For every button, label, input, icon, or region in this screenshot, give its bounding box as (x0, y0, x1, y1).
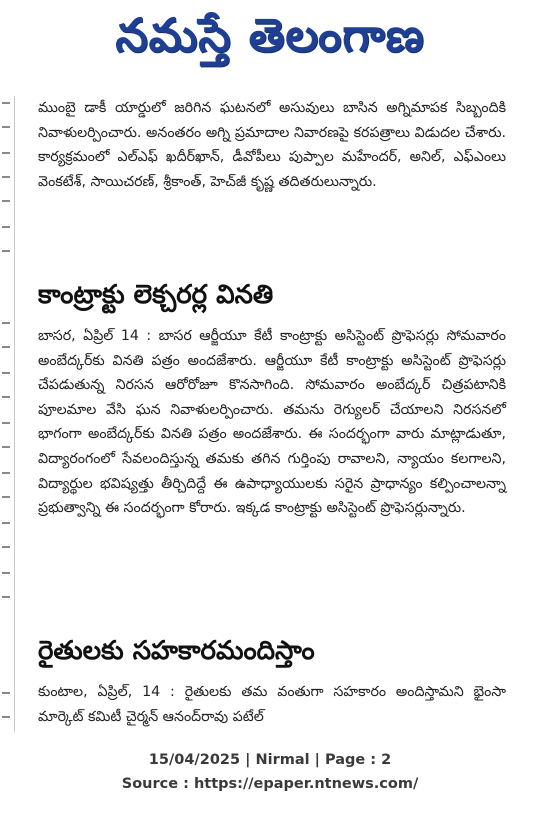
adjacent-column-edge (0, 96, 12, 732)
headline-contract-lecturers: కాంట్రాక్టు లెక్చరర్ల వినతి (38, 280, 274, 310)
column-divider (14, 96, 15, 732)
masthead (0, 0, 540, 82)
article-paragraph-1: ముంబై డాకీ యార్డులో జరిగిన ఘటనలో అసువులు బాసిన అగ్నిమాపక సిబ్బందికి నివాళులర్పించారు. అనంతరం అగ్ని ప్రమాదాల నివారణపై కరపత్రాలు విడుదల చేశారు. కార్యక్రమంలో ఎల్ఎఫ్ ఖదీర్‌ఖాన్, డీవోపీలు పుప్పాల మహేందర్, అనిల్, ఎఫ్ఎంలు వెంకటేశ్, సాయిచరణ్, శ్రీకాంత్, హెచ్‌జీ కృష్ణ తదితరులున్నారు. (38, 100, 506, 190)
footer-source: Source : https://epaper.ntnews.com/ (121, 776, 419, 792)
article-paragraph-3: కుంటాల, ఏప్రిల్, 14 : రైతులకు తమ వంతుగా సహకారం అందిస్తామని భైంసా మార్కెట్ కమిటీ చైర్మన్ ఆనంద్‌రావు పటేల్ (38, 684, 506, 725)
newspaper-logo-title: నమస్తే తెలంగాణ (115, 8, 425, 62)
article-paragraph-2: బాసర, ఏప్రిల్ 14 : బాసర ఆర్జీయూ కేటీ కాంట్రాక్టు అసిస్టెంట్ ప్రొఫెసర్లు సోమవారం అంబేద్కర్‌కు వినతి పత్రం అందజేశారు. ఆర్జీయూ కేటీ కాంట్రాక్టు అసిస్టెంట్ ప్రొఫెసర్లు చేపడుతున్న నిరసన ఆరోరోజూ కొనసాగింది. సోమవారం అంబేద్కర్ చిత్రపటానికి పూలమాల వేసి ఘన నివాళులర్పించారు. తమను రెగ్యులర్ చేయాలని నిరసనలో భాగంగా అంబేద్కర్‌కు వినతి పత్రం అందజేశారు. ఈ సందర్భంగా వారు మాట్లాడుతూ, విద్యారంగంలో సేవలందిస్తున్న తమకు తగిన గుర్తింపు రావాలని, న్యాయం కలగాలని, విద్యార్థుల భవిష్యత్తు తీర్చిదిద్దే ఈ ఉపాధ్యాయులకు సరైన ప్రాధాన్యం కల్పించాలన్నా ప్రభుత్వాన్ని ఈ సందర్భంగా కోరారు. ఇక్కడ కాంట్రాక్టు అసిస్టెంట్ ప్రొఫెసర్లున్నారు. (38, 328, 506, 517)
footer-dateline: 15/04/2025 | Nirmal | Page : 2 (148, 752, 392, 768)
headline-farmers-support: రైతులకు సహకారమందిస్తాం (38, 636, 315, 666)
